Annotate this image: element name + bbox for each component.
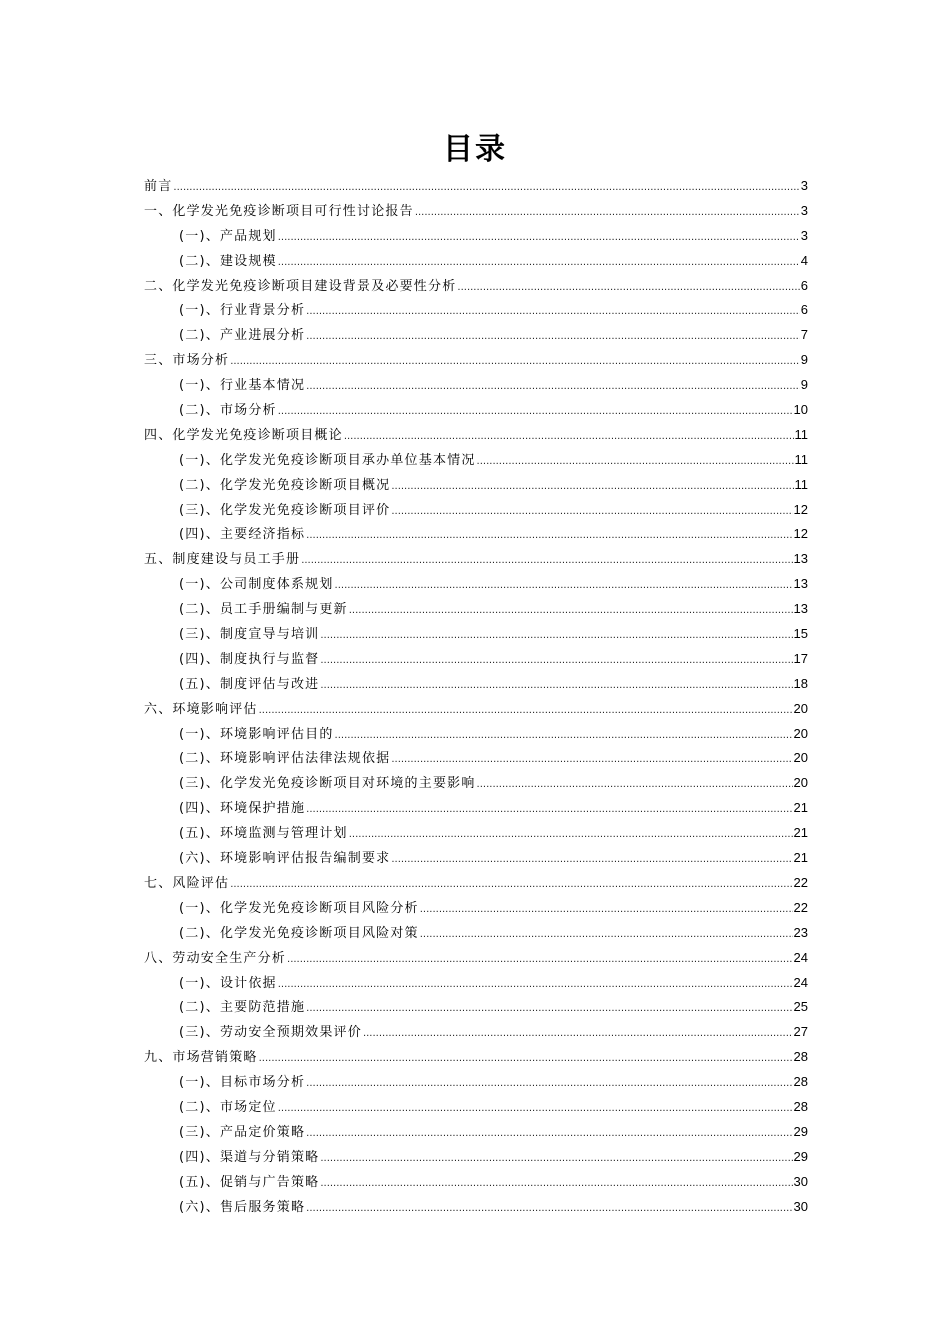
toc-dot-leader xyxy=(230,350,800,373)
toc-page-number: 6 xyxy=(800,302,808,318)
toc-dot-leader xyxy=(477,773,793,796)
toc-title: 目录 xyxy=(443,132,507,167)
toc-section-entry[interactable] xyxy=(144,298,808,323)
toc-page-number: 7 xyxy=(800,327,808,343)
toc-chapter-entry[interactable] xyxy=(144,547,808,572)
toc-page-number: 21 xyxy=(793,825,808,841)
toc-dot-leader xyxy=(259,1047,793,1070)
toc-page-number: 28 xyxy=(793,1098,808,1114)
toc-dot-leader xyxy=(278,973,793,996)
toc-chapter-entry[interactable] xyxy=(144,199,808,224)
toc-dot-leader xyxy=(306,997,792,1020)
toc-entry-title: (二)、化学发光免疫诊断项目概况 xyxy=(179,477,391,493)
toc-page-number: 28 xyxy=(793,1049,808,1065)
toc-dot-leader xyxy=(335,574,793,597)
toc-entry-title: 四、化学发光免疫诊断项目概论 xyxy=(144,427,343,443)
toc-page-number: 3 xyxy=(800,202,808,218)
toc-section-entry[interactable] xyxy=(144,1120,808,1145)
toc-page-number: 24 xyxy=(793,949,808,965)
toc-page-number: 17 xyxy=(793,650,808,666)
toc-section-entry[interactable] xyxy=(144,373,808,398)
toc-dot-leader xyxy=(306,375,800,398)
toc-entry-title: (三)、产品定价策略 xyxy=(179,1124,306,1140)
toc-page-number: 3 xyxy=(800,227,808,243)
toc-dot-leader xyxy=(420,923,793,946)
toc-dot-leader xyxy=(391,848,792,871)
toc-page-number: 29 xyxy=(793,1148,808,1164)
toc-entry-title: 二、化学发光免疫诊断项目建设背景及必要性分析 xyxy=(144,278,457,294)
toc-section-entry[interactable] xyxy=(144,249,808,274)
toc-page-number: 3 xyxy=(800,178,808,193)
toc-entry-title: (四)、渠道与分销策略 xyxy=(179,1149,320,1165)
toc-page-number: 21 xyxy=(793,800,808,816)
toc-dot-leader xyxy=(278,226,800,249)
toc-page-number: 30 xyxy=(793,1198,808,1214)
toc-chapter-entry[interactable] xyxy=(144,946,808,971)
toc-section-entry[interactable] xyxy=(144,498,808,523)
toc-section-entry[interactable] xyxy=(144,796,808,821)
toc-section-entry[interactable] xyxy=(144,995,808,1020)
toc-section-entry[interactable] xyxy=(144,722,808,747)
toc-dot-leader xyxy=(306,798,792,821)
toc-entry-title: (一)、产品规划 xyxy=(179,228,277,244)
toc-entry-title: 七、风险评估 xyxy=(144,875,230,891)
toc-entry-title: (四)、主要经济指标 xyxy=(179,527,306,543)
toc-page-number: 20 xyxy=(793,750,808,766)
toc-section-entry[interactable] xyxy=(144,896,808,921)
toc-entry-title: (一)、化学发光免疫诊断项目风险分析 xyxy=(179,900,419,916)
toc-section-entry[interactable] xyxy=(144,647,808,672)
toc-page-number: 12 xyxy=(793,501,808,517)
toc-section-entry[interactable] xyxy=(144,1020,808,1045)
toc-section-entry[interactable] xyxy=(144,971,808,996)
toc-section-entry[interactable] xyxy=(144,821,808,846)
toc-section-entry[interactable] xyxy=(144,672,808,697)
toc-entry-title: 五、制度建设与员工手册 xyxy=(144,552,301,568)
toc-page-number: 10 xyxy=(793,402,808,418)
toc-dot-leader xyxy=(320,649,792,672)
toc-section-entry[interactable] xyxy=(144,746,808,771)
toc-page-number: 30 xyxy=(793,1173,808,1189)
toc-page-number: 13 xyxy=(793,551,808,567)
toc-page-number: 6 xyxy=(800,277,808,293)
toc-page-number: 20 xyxy=(793,725,808,741)
toc-dot-leader xyxy=(306,300,800,323)
toc-page-number: 4 xyxy=(800,252,808,268)
toc-entry-title: (三)、制度宣导与培训 xyxy=(179,627,320,643)
toc-dot-leader xyxy=(344,425,794,448)
toc-dot-leader xyxy=(306,1197,792,1220)
toc-section-entry[interactable] xyxy=(144,597,808,622)
toc-page-number: 9 xyxy=(800,352,808,368)
toc-entry-title: (二)、主要防范措施 xyxy=(179,1000,306,1016)
toc-dot-leader xyxy=(320,624,792,647)
toc-dot-leader xyxy=(306,1122,792,1145)
toc-page-number: 13 xyxy=(793,601,808,617)
table-of-contents xyxy=(144,174,808,1219)
toc-chapter-entry[interactable] xyxy=(144,697,808,722)
toc-section-entry[interactable] xyxy=(144,1195,808,1220)
toc-page-number: 9 xyxy=(800,377,808,393)
toc-page-number: 23 xyxy=(793,924,808,940)
toc-page-number: 12 xyxy=(793,526,808,542)
toc-entry-title: (三)、化学发光免疫诊断项目评价 xyxy=(179,502,391,518)
toc-chapter-entry[interactable] xyxy=(144,274,808,299)
toc-entry-title: 一、化学发光免疫诊断项目可行性讨论报告 xyxy=(144,203,414,219)
toc-entry-title: 三、市场分析 xyxy=(144,353,230,369)
toc-page-number: 24 xyxy=(793,974,808,990)
toc-dot-leader xyxy=(306,1072,792,1095)
toc-entry-title: (三)、劳动安全预期效果评价 xyxy=(179,1025,362,1041)
toc-entry-title: (五)、环境监测与管理计划 xyxy=(179,826,348,842)
toc-chapter-entry[interactable] xyxy=(144,174,808,199)
toc-page-number: 20 xyxy=(793,700,808,716)
toc-page-number: 11 xyxy=(794,476,808,492)
toc-page-number: 22 xyxy=(793,874,808,890)
toc-dot-leader xyxy=(320,1147,792,1170)
toc-dot-leader xyxy=(301,549,792,572)
toc-section-entry[interactable] xyxy=(144,398,808,423)
toc-entry-title: (四)、环境保护措施 xyxy=(179,801,306,817)
toc-dot-leader xyxy=(457,276,799,299)
toc-entry-title: (一)、目标市场分析 xyxy=(179,1075,306,1091)
toc-dot-leader xyxy=(391,500,792,523)
toc-entry-title: 九、市场营销策略 xyxy=(144,1050,258,1066)
toc-dot-leader xyxy=(477,450,794,473)
toc-dot-leader xyxy=(391,475,793,498)
toc-dot-leader xyxy=(259,699,793,722)
toc-dot-leader xyxy=(278,251,800,274)
toc-dot-leader xyxy=(306,325,800,348)
toc-dot-leader xyxy=(306,524,792,547)
toc-section-entry[interactable] xyxy=(144,572,808,597)
toc-page-number: 11 xyxy=(794,451,808,467)
toc-page-number: 27 xyxy=(793,1024,808,1040)
toc-entry-title: (三)、化学发光免疫诊断项目对环境的主要影响 xyxy=(179,776,476,792)
toc-dot-leader xyxy=(363,1022,793,1045)
toc-dot-leader xyxy=(420,898,793,921)
toc-section-entry[interactable] xyxy=(144,1170,808,1195)
toc-chapter-entry[interactable] xyxy=(144,871,808,896)
toc-entry-title: 八、劳动安全生产分析 xyxy=(144,950,287,966)
toc-dot-leader xyxy=(278,400,793,423)
toc-dot-leader xyxy=(320,1172,792,1195)
toc-section-entry[interactable] xyxy=(144,622,808,647)
toc-entry-title: (一)、公司制度体系规划 xyxy=(179,577,334,593)
toc-section-entry[interactable] xyxy=(144,522,808,547)
toc-entry-title: (二)、环境影响评估法律法规依据 xyxy=(179,751,391,767)
toc-dot-leader xyxy=(415,201,800,224)
toc-page-number: 29 xyxy=(793,1123,808,1139)
toc-dot-leader xyxy=(391,748,792,771)
toc-entry-title: (二)、市场分析 xyxy=(179,403,277,419)
toc-dot-leader xyxy=(320,674,792,697)
toc-page-number: 20 xyxy=(793,775,808,791)
toc-dot-leader xyxy=(230,873,792,896)
toc-section-entry[interactable] xyxy=(144,473,808,498)
toc-dot-leader xyxy=(349,599,793,622)
toc-section-entry[interactable] xyxy=(144,1095,808,1120)
toc-section-entry[interactable] xyxy=(144,846,808,871)
toc-entry-title: (一)、行业背景分析 xyxy=(179,303,306,319)
toc-entry-title: (一)、行业基本情况 xyxy=(179,378,306,394)
toc-page-number: 25 xyxy=(793,999,808,1015)
toc-entry-title: (四)、制度执行与监督 xyxy=(179,651,320,667)
toc-dot-leader xyxy=(278,1097,793,1120)
toc-section-entry[interactable] xyxy=(144,323,808,348)
toc-page-number: 21 xyxy=(793,850,808,866)
toc-page-number: 28 xyxy=(793,1074,808,1090)
toc-entry-title: 六、环境影响评估 xyxy=(144,701,258,717)
toc-entry-title: (二)、员工手册编制与更新 xyxy=(179,602,348,618)
toc-chapter-entry[interactable] xyxy=(144,348,808,373)
toc-page-number: 11 xyxy=(794,426,808,442)
toc-section-entry[interactable] xyxy=(144,771,808,796)
toc-chapter-entry[interactable] xyxy=(144,1045,808,1070)
toc-section-entry[interactable] xyxy=(144,921,808,946)
toc-page-number: 13 xyxy=(793,576,808,592)
toc-entry-title: (一)、化学发光免疫诊断项目承办单位基本情况 xyxy=(179,452,476,468)
toc-entry-title: (二)、建设规模 xyxy=(179,253,277,269)
toc-page-number: 18 xyxy=(793,675,808,691)
toc-page-number: 22 xyxy=(793,899,808,915)
toc-dot-leader xyxy=(173,176,799,199)
toc-dot-leader xyxy=(335,724,793,747)
toc-entry-title: 前言 xyxy=(144,179,173,194)
toc-dot-leader xyxy=(349,823,793,846)
toc-dot-leader xyxy=(287,948,793,971)
toc-entry-title: (五)、制度评估与改进 xyxy=(179,676,320,692)
toc-entry-title: (一)、环境影响评估目的 xyxy=(179,726,334,742)
toc-entry-title: (一)、设计依据 xyxy=(179,975,277,991)
toc-entry-title: (二)、产业进展分析 xyxy=(179,328,306,344)
toc-section-entry[interactable] xyxy=(144,1145,808,1170)
toc-entry-title: (二)、化学发光免疫诊断项目风险对策 xyxy=(179,925,419,941)
toc-entry-title: (六)、售后服务策略 xyxy=(179,1199,306,1215)
toc-entry-title: (六)、环境影响评估报告编制要求 xyxy=(179,851,391,867)
toc-section-entry[interactable] xyxy=(144,1070,808,1095)
toc-entry-title: (二)、市场定位 xyxy=(179,1099,277,1115)
toc-section-entry[interactable] xyxy=(144,448,808,473)
toc-section-entry[interactable] xyxy=(144,224,808,249)
toc-page-number: 15 xyxy=(793,626,808,642)
toc-entry-title: (五)、促销与广告策略 xyxy=(179,1174,320,1190)
toc-chapter-entry[interactable] xyxy=(144,423,808,448)
